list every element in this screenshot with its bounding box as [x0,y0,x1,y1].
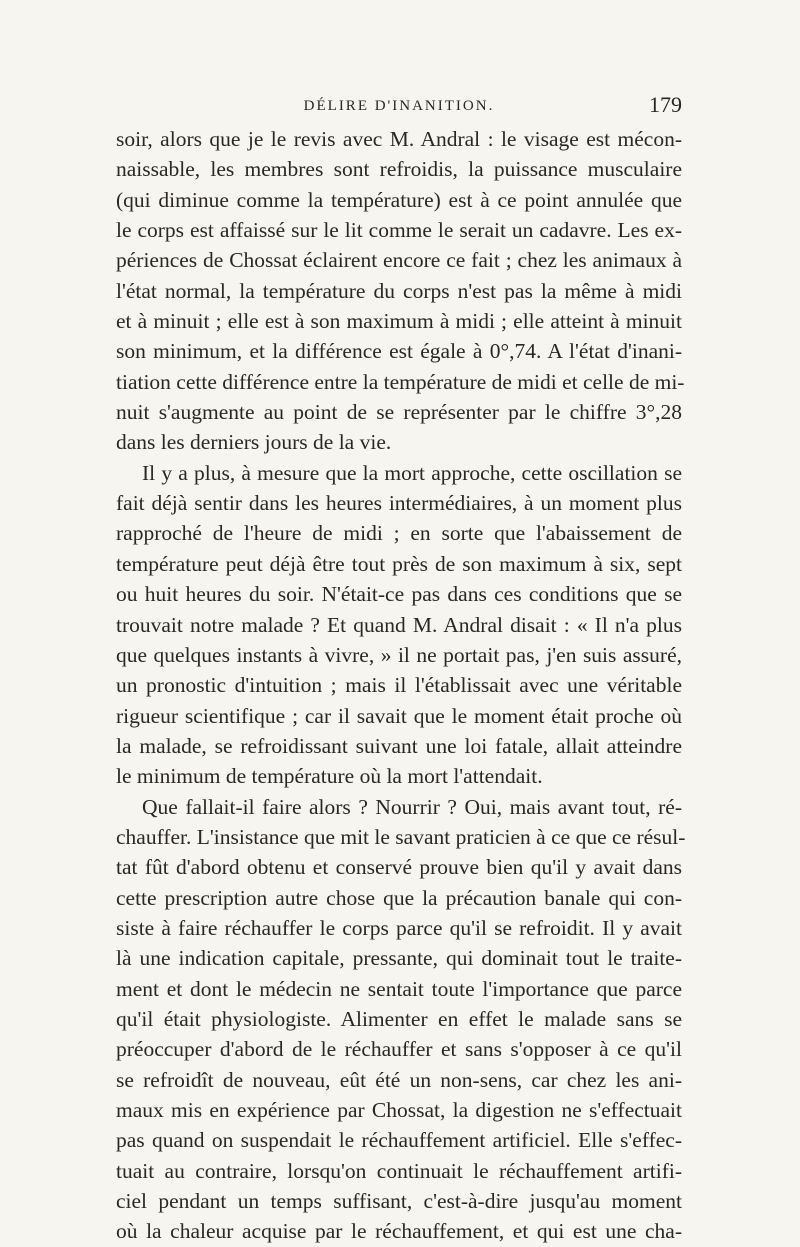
text-line: ou huit heures du soir. N'était-ce pas dans ces conditions que se [116,582,682,607]
text-line: fait déjà sentir dans les heures intermédiaires, à un moment plus [116,491,682,516]
text-line: le minimum de température où la mort l'attendait. [116,764,543,789]
running-title: DÉLIRE D'INANITION. [303,98,495,114]
text-line: rapproché de l'heure de midi ; en sorte que l'abaissement de [116,521,682,546]
text-line: que quelques instants à vivre, » il ne portait pas, j'en suis assuré, [116,642,682,667]
text-line: chauffer. L'insistance que mit le savant praticien à ce que ce résul- [116,824,686,849]
text-line: là une indication capitale, pressante, qui dominait tout le traite- [116,946,682,971]
text-line: température peut déjà être tout près de son maximum à six, sept [116,551,682,576]
text-line: qu'il était physiologiste. Alimenter en effet le malade sans se [116,1006,682,1031]
text-line: un pronostic d'intuition ; mais il l'établissait avec une véritable [116,673,682,698]
text-line: et à minuit ; elle est à son maximum à midi ; elle atteint à minuit [116,309,682,334]
text-line: naissable, les membres sont refroidis, la puissance musculaire [116,157,682,182]
text-line: Il y a plus, à mesure que la mort approche, cette oscillation se [142,460,682,485]
running-head [116,92,682,122]
body-text [116,124,686,1247]
text-line: la malade, se refroidissant suivant une loi fatale, allait atteindre [116,733,682,758]
text-line: périences de Chossat éclairent encore ce fait ; chez les animaux à [116,248,682,273]
text-line: Que fallait-il faire alors ? Nourrir ? Oui, mais avant tout, ré- [142,794,682,819]
text-line: cette prescription autre chose que la précaution banale qui con- [116,885,682,910]
text-line: nuit s'augmente au point de se représenter par le chiffre 3°,28 [116,400,682,425]
text-line: rigueur scientifique ; car il savait que le moment était proche où [116,703,682,728]
text-line: tat fût d'abord obtenu et conservé prouve bien qu'il y avait dans [116,855,682,880]
text-line: se refroidît de nouveau, eût été un non-sens, car chez les ani- [116,1067,682,1092]
page-number: 179 [649,92,682,117]
text-line: pas quand on suspendait le réchauffement artificiel. Elle s'effec- [116,1128,682,1153]
text-line: où la chaleur acquise par le réchauffement, et qui est une cha- [116,1219,682,1244]
text-line: son minimum, et la différence est égale à 0°,74. A l'état d'inani- [116,339,682,364]
text-line: l'état normal, la température du corps n'est pas la même à midi [116,278,682,303]
text-line: ment et dont le médecin ne sentait toute l'importance que parce [116,976,682,1001]
text-line: trouvait notre malade ? Et quand M. Andral disait : « Il n'a plus [116,612,682,637]
text-line: soir, alors que je le revis avec M. Andral : le visage est mécon- [116,127,682,151]
text-line: préoccuper d'abord de le réchauffer et sans s'opposer à ce qu'il [116,1037,682,1062]
text-line: maux mis en expérience par Chossat, la digestion ne s'effectuait [116,1098,682,1122]
text-line: siste à faire réchauffer le corps parce qu'il se refroidit. Il y avait [116,915,682,940]
text-line: tiation cette différence entre la température de midi et celle de mi- [116,369,685,394]
text-line: ciel pendant un temps suffisant, c'est-à-dire jusqu'au moment [116,1189,682,1214]
text-line: tuait au contraire, lorsqu'on continuait le réchauffement artifi- [116,1158,682,1183]
text-line: dans les derniers jours de la vie. [116,430,392,455]
text-line: le corps est affaissé sur le lit comme le serait un cadavre. Les ex- [116,218,682,243]
text-line: (qui diminue comme la température) est à ce point annulée que [116,187,682,212]
